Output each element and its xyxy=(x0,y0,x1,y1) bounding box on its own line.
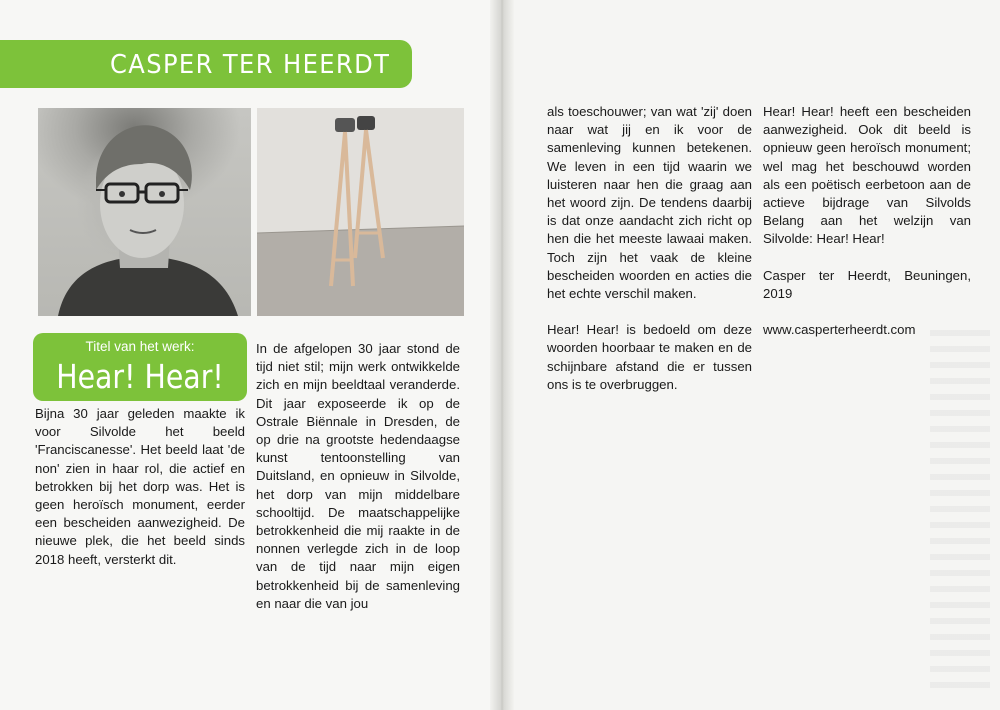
body-paragraph: Hear! Hear! is bedoeld om deze woorden hoorbaar te maken en de schijnbare afstand die er tussen ons is te overbruggen. xyxy=(547,322,752,392)
work-title-box xyxy=(33,333,247,401)
title-bar xyxy=(0,40,412,88)
artist-name: CASPER TER HEERDT xyxy=(110,50,391,80)
artist-portrait-photo xyxy=(38,108,251,316)
work-title: Hear! Hear! xyxy=(56,357,224,396)
body-paragraph: Bijna 30 jaar geleden maakte ik voor Silvolde het beeld 'Franciscanesse'. Het beeld laat 'de non' zien in haar rol, die actief en betrokken bij het dorp was. Het is geen heroïsch monument, eerder een bescheiden aanwezigheid. De nieuwe plek, die het beeld sinds 2018 heeft, versterkt dit. xyxy=(35,406,245,567)
body-paragraph: Hear! Hear! heeft een bescheiden aanwezigheid. Ook dit beeld is opnieuw geen heroïsch monument; wel mag het beschouwd worden als een poëtisch eerbetoon aan de actieve bijdrage van Silvolds Belang aan het welzijn van Silvolde: Hear! Hear! xyxy=(763,104,971,247)
work-title-label: Titel van het werk: xyxy=(85,339,195,354)
show-through-text xyxy=(930,330,990,690)
text-column-2 xyxy=(256,340,460,613)
website-link[interactable]: www.casperterheerdt.com xyxy=(763,322,916,338)
page-fold xyxy=(490,0,514,710)
sculpture-photo xyxy=(257,108,464,316)
body-paragraph: In de afgelopen 30 jaar stond de tijd niet stil; mijn werk ontwikkelde zich en mijn beeldtaal veranderde. Dit jaar exposeerde ik op de Ostrale Biënnale in Dresden, de op drie na grootste hedendaagse kunst tentoonstelling van Duitsland, en opnieuw in Silvolde, het dorp van mijn middelbare schooltijd. De maatschappelijke betrokkenheid die mij raakte in de nonnen verlegde zich in de loop van de tijd naar mijn eigen betrokkenheid bij de samenleving en naar die van jou xyxy=(256,341,460,611)
author-signature: Casper ter Heerdt, Beuningen, 2019 xyxy=(763,267,971,301)
body-paragraph: als toeschouwer; van wat 'zij' doen naar wat jij en ik voor de samenleving kunnen betekenen. We leven in een tijd waarin we luisteren naar hen die graag aan het woord zijn. De tendens daarbij is dat onze aandacht zich richt op hen die het meeste lawaai maken. Toch zijn het vaak de kleine bescheiden woorden en acties die het echte verschil maken. xyxy=(547,104,752,302)
text-column-3 xyxy=(547,103,752,394)
text-column-4 xyxy=(763,103,971,339)
text-column-1 xyxy=(35,405,245,569)
